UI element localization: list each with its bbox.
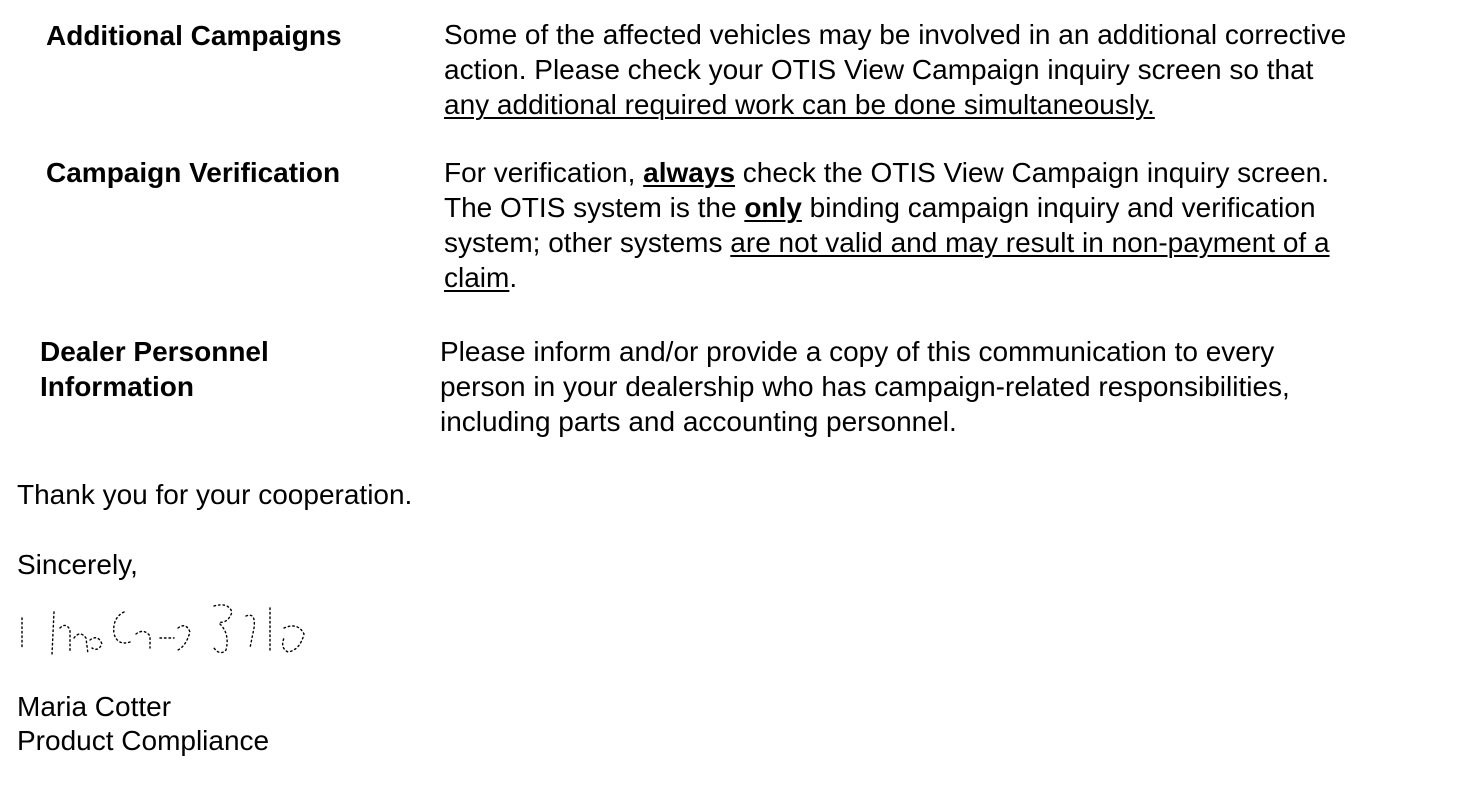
signer-name: Maria Cotter [17, 691, 172, 722]
verification-line-4a: claim [444, 262, 510, 293]
signer-title: Product Compliance [17, 725, 270, 756]
additional-campaigns-text [444, 17, 1346, 122]
campaign-verification-heading: Campaign Verification [46, 157, 341, 188]
verification-line-2a: The OTIS system is the [444, 192, 745, 223]
verification-line-1c: check the OTIS View Campaign inquiry screen. [735, 157, 1330, 188]
dealer-personnel-heading-line-2: Information [40, 371, 194, 402]
additional-campaigns-heading: Additional Campaigns [46, 20, 342, 51]
verification-line-4b: . [509, 262, 518, 293]
verification-line-1a: For verification, [444, 157, 644, 188]
dealer-personnel-line-1: Please inform and/or provide a copy of this communication to every [440, 336, 1275, 367]
sincerely-line: Sincerely, [17, 549, 138, 580]
verification-line-3a: system; other systems [444, 227, 731, 258]
dealer-personnel-heading [40, 334, 269, 404]
emphasis-always: always [643, 157, 736, 188]
verification-line-3b: are not valid and may result in non-payment of a [730, 227, 1330, 258]
additional-campaigns-line-3: any additional required work can be done simultaneously. [444, 89, 1155, 120]
dealer-personnel-line-2: person in your dealership who has campaign-related responsibilities, [440, 371, 1290, 402]
additional-campaigns-line-1: Some of the affected vehicles may be involved in an additional corrective [444, 19, 1347, 50]
signature-image [14, 598, 314, 662]
additional-campaigns-line-2: action. Please check your OTIS View Campaign inquiry screen so that [444, 54, 1314, 85]
dealer-personnel-text [440, 334, 1290, 439]
thank-you-line: Thank you for your cooperation. [17, 479, 413, 510]
emphasis-only: only [744, 192, 802, 223]
campaign-verification-text [444, 155, 1330, 295]
dealer-personnel-heading-line-1: Dealer Personnel [40, 336, 269, 367]
dealer-personnel-line-3: including parts and accounting personnel. [440, 406, 957, 437]
verification-line-2c: binding campaign inquiry and verification [801, 192, 1316, 223]
